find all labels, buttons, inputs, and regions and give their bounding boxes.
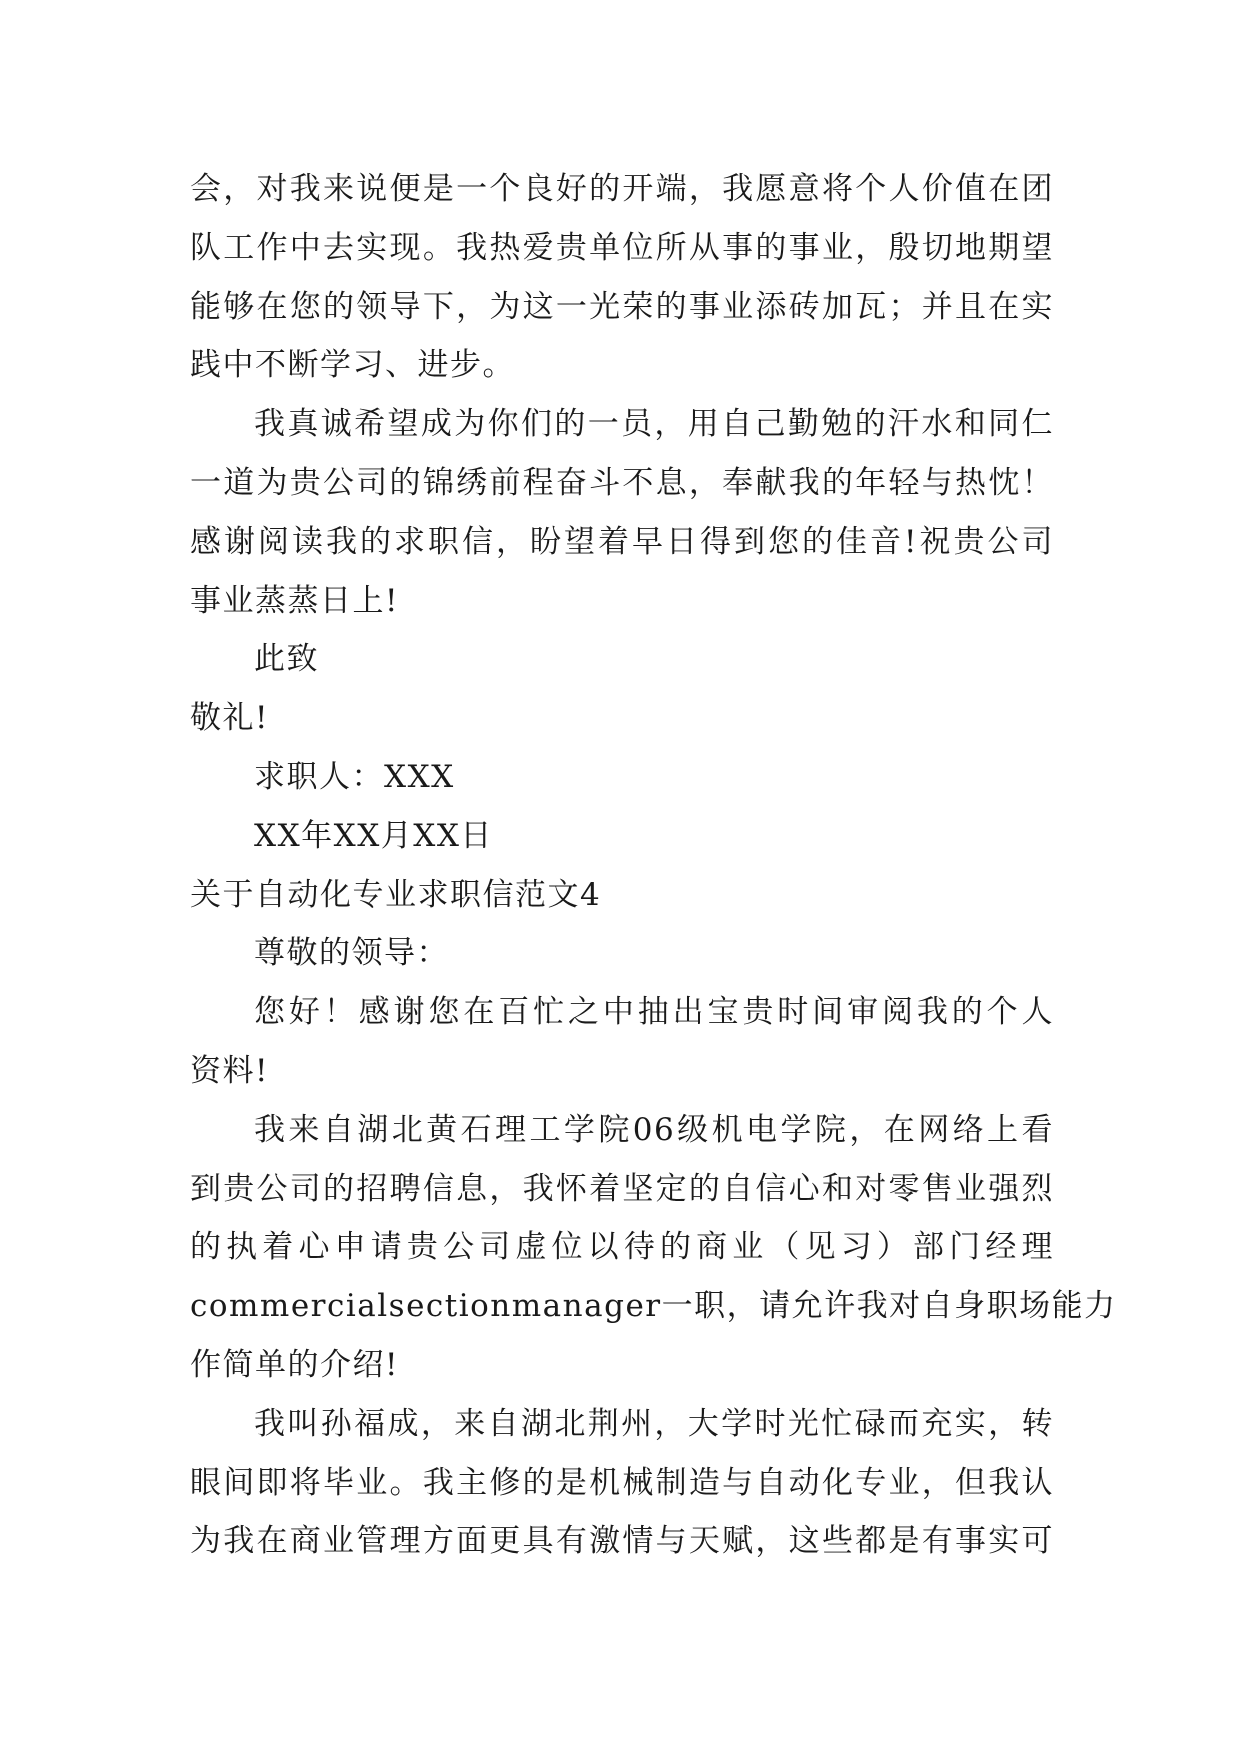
text-line: 为我在商业管理方面更具有激情与天赋，这些都是有事实可 [190,1523,1054,1560]
text-line: 的执着心申请贵公司虚位以待的商业（见习）部门经理 [190,1229,1054,1266]
text-line: 队工作中去实现。我热爱贵单位所从事的事业，殷切地期望 [190,229,1054,266]
section-title: 关于自动化专业求职信范文4 [190,876,602,913]
text-line: 我真诚希望成为你们的一员，用自己勤勉的汗水和同仁 [254,406,1054,443]
text-line: 我叫孙福成，来自湖北荆州，大学时光忙碌而充实，转 [254,1405,1054,1442]
text-line: 到贵公司的招聘信息，我怀着坚定的自信心和对零售业强烈 [190,1170,1054,1207]
text-line: 眼间即将毕业。我主修的是机械制造与自动化专业，但我认 [190,1464,1054,1501]
text-line: 会，对我来说便是一个良好的开端，我愿意将个人价值在团 [190,171,1054,207]
letter-body [190,160,1117,1571]
closing-salutation: 此致 [254,641,319,678]
text-line: 能够在您的领导下，为这一光荣的事业添砖加瓦；并且在实 [190,288,1054,325]
text-line: commercialsectionmanager一职，请允许我对自身职场能力 [190,1288,1117,1325]
text-line: 感谢阅读我的求职信，盼望着早日得到您的佳音!祝贵公司 [190,523,1054,560]
text-line: 事业蒸蒸日上! [190,582,399,619]
greeting: 尊敬的领导： [254,935,449,972]
text-line: 一道为贵公司的锦绣前程奋斗不息，奉献我的年轻与热忱！ [190,464,1054,501]
text-line: 作简单的介绍! [190,1346,399,1383]
text-line: 我来自湖北黄石理工学院06级机电学院，在网络上看 [254,1111,1054,1148]
text-line: 资料! [190,1052,269,1089]
signature-applicant: 求职人：XXX [254,758,455,795]
closing-regards: 敬礼! [190,700,269,737]
text-line: 您好！感谢您在百忙之中抽出宝贵时间审阅我的个人 [254,994,1054,1031]
text-line: 践中不断学习、进步。 [190,347,515,384]
signature-date: XX年XX月XX日 [254,817,493,854]
